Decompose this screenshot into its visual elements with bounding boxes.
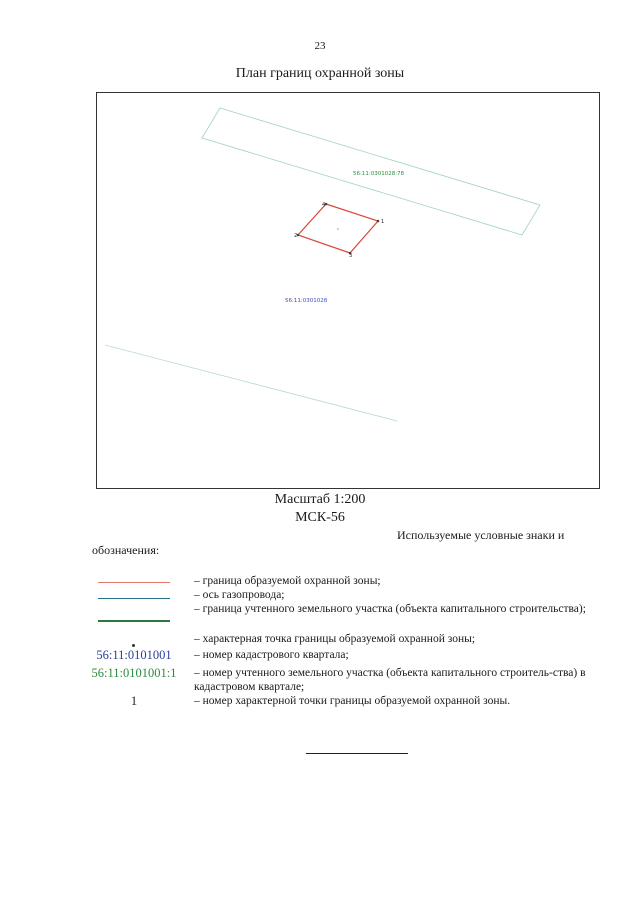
parcel-boundary-swatch [98,620,170,622]
zone-point-marker [377,220,380,223]
zone-point-label-2: 2 [294,233,298,239]
point-number-sample: 1 [130,694,138,708]
legend-text: – характерная точка границы образуемой охранной зоны; [194,633,476,645]
footer-rule [306,753,408,754]
parcel-number-sample: 56:11:0101001:1 [91,666,177,680]
point-dot-icon [132,644,135,647]
page-number: 23 [314,40,326,52]
quarter-number-sample: 56:11:0101001 [96,648,172,662]
gas-axis-swatch [98,598,170,599]
zone-center-marker [337,228,339,230]
legend-text: – номер кадастрового квартала; [194,649,349,661]
page-title: План границ охранной зоны [235,66,405,81]
legend-text: – граница образуемой охранной зоны; [194,575,381,587]
legend-text: – номер учтенного земельного участка (объекта капитального строитель-ства) в кадастровом квартале; [194,667,586,693]
parcel-number-label: 56:11:0301028:78 [353,171,405,177]
legend-text: – номер характерной точки границы образуемой охранной зоны. [194,695,511,707]
map-canvas [97,93,601,490]
zone-point-label-3: 3 [349,253,353,259]
legend-text: – ось газопровода; [194,589,285,601]
legend-heading-continued: обозначения: [92,543,160,557]
quarter-number-label: 56:11:0301028 [285,298,328,304]
zone-point-label-4: 4 [322,202,326,208]
legend-text: – граница учтенного земельного участка (объекта капитального строительства); [194,603,586,615]
zone-boundary-swatch [98,582,170,583]
zone-point-label-1: 1 [381,219,385,225]
scale-label: Масштаб 1:200 [274,492,366,507]
gas-pipeline-axis [105,345,397,421]
legend-heading: Используемые условные знаки и [397,528,565,542]
coordinate-system-label: МСК-56 [295,510,345,525]
boundary-plan-map [96,92,600,489]
